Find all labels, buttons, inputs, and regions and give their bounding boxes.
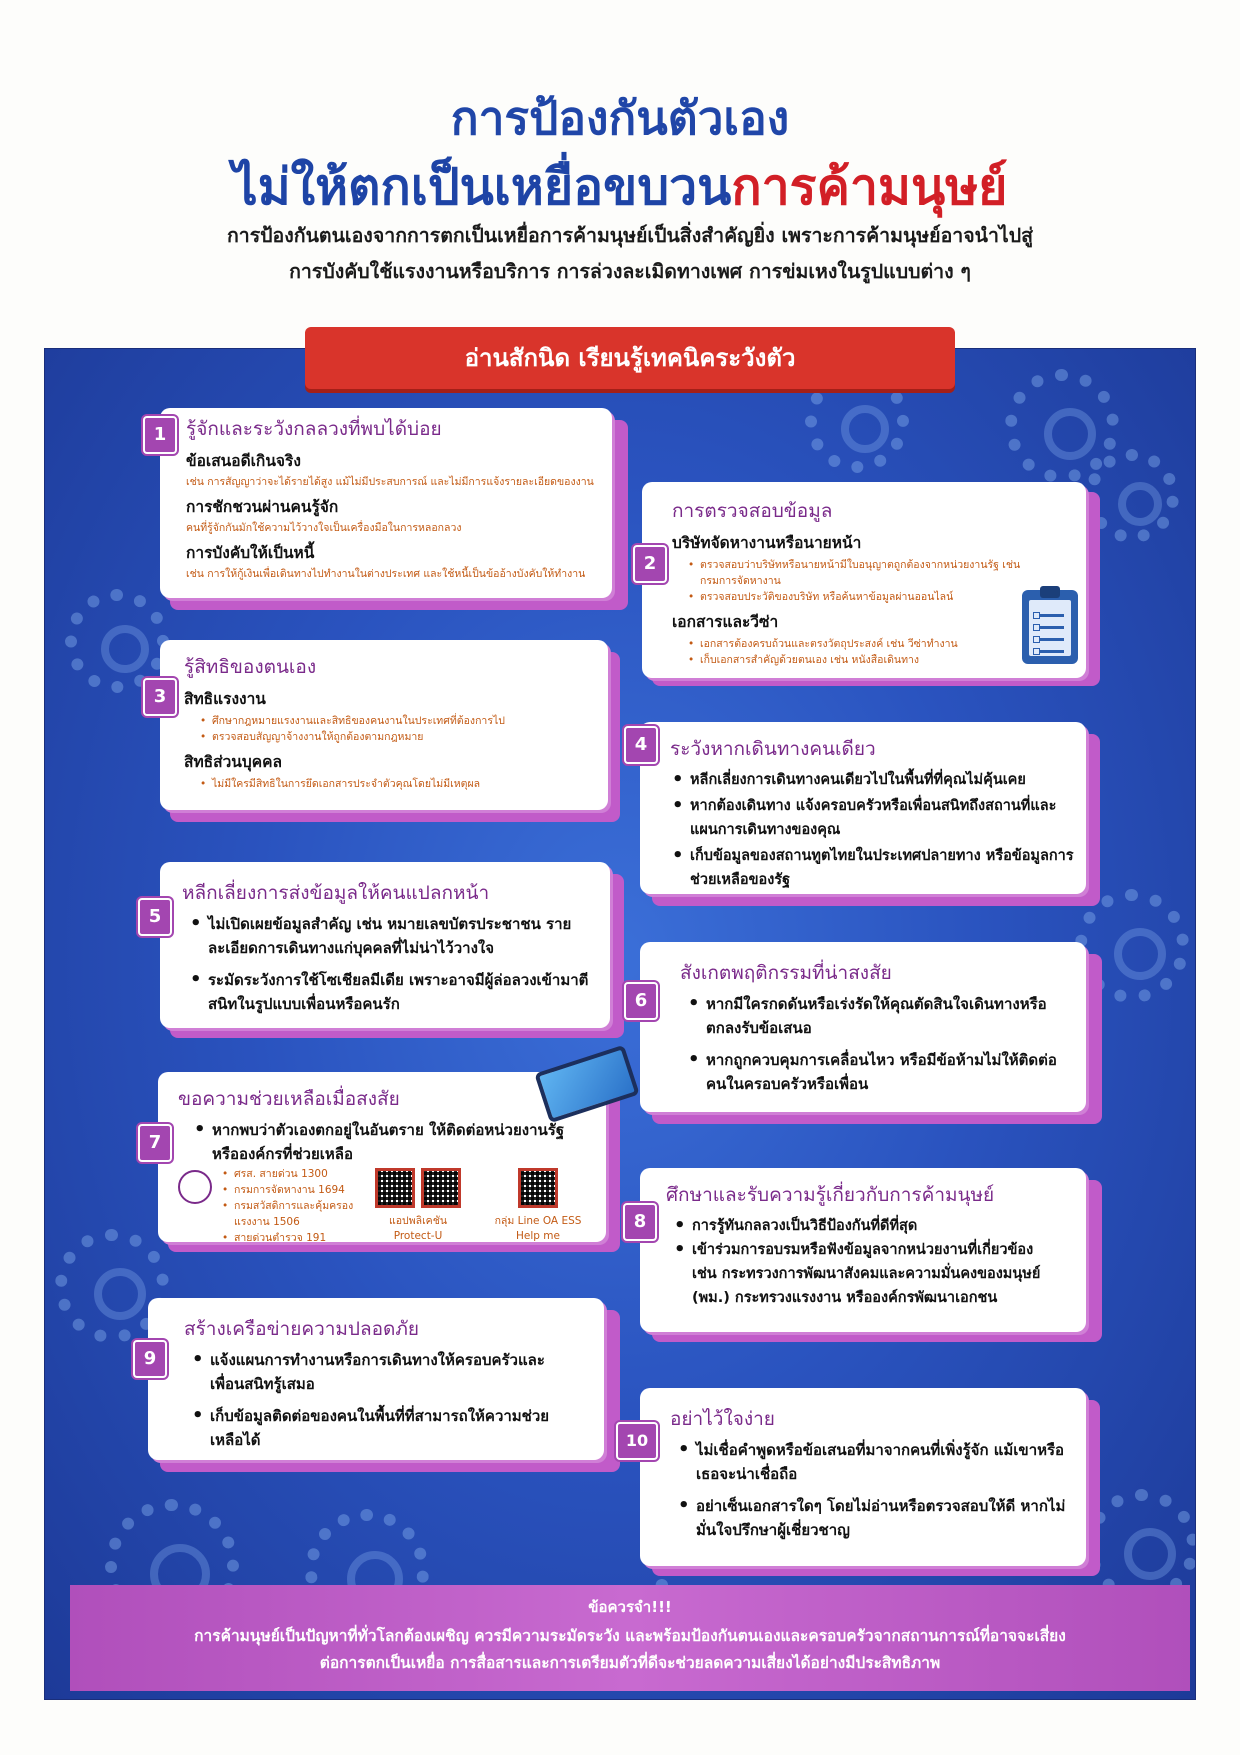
list-item: • เก็บเอกสารสำคัญด้วยตนเอง เช่น หนังสือเดินทาง bbox=[700, 652, 1040, 668]
section-banner: อ่านสักนิด เรียนรู้เทคนิคระวังตัว bbox=[305, 327, 955, 389]
card-6 bbox=[640, 942, 1086, 1112]
list-item: • แจ้งแผนการทำงานหรือการเดินทางให้ครอบครัวและเพื่อนสนิทรู้เสมอ bbox=[210, 1348, 570, 1396]
step-number-2: 2 bbox=[633, 545, 667, 583]
list-item: • หากพบว่าตัวเองตกอยู่ในอันตราย ให้ติดต่อหน่วยงานรัฐหรือองค์กรที่ช่วยเหลือ bbox=[212, 1118, 582, 1166]
card-title: รู้จักและระวังกลลวงที่พบได้บ่อย bbox=[186, 418, 442, 440]
clipboard-icon bbox=[1022, 590, 1078, 664]
card-1 bbox=[160, 408, 612, 598]
card-10 bbox=[640, 1388, 1086, 1566]
bullet-list bbox=[672, 636, 1040, 668]
hotline-block bbox=[178, 1164, 374, 1250]
step-number-6: 6 bbox=[624, 982, 658, 1020]
bullet-list bbox=[184, 713, 594, 745]
bullet-list bbox=[666, 1214, 1080, 1310]
card-8 bbox=[640, 1168, 1086, 1332]
list-item: • ไม่มีใครมีสิทธิในการยึดเอกสารประจำตัวคุณโดยไม่มีเหตุผล bbox=[212, 776, 594, 792]
card-7 bbox=[158, 1072, 606, 1242]
card-title: หลีกเลี่ยงการส่งข้อมูลให้คนแปลกหน้า bbox=[182, 882, 490, 904]
card-5 bbox=[160, 862, 610, 1028]
page-title-line1: การป้องกันตัวเอง bbox=[450, 91, 790, 145]
list-item: • เก็บข้อมูลของสถานทูตไทยในประเทศปลายทาง หรือข้อมูลการช่วยเหลือของรัฐ bbox=[690, 844, 1078, 892]
hotline-list bbox=[206, 1166, 374, 1246]
bullet-list bbox=[184, 1348, 590, 1452]
bullet-list bbox=[182, 912, 596, 1016]
line-block bbox=[488, 1168, 588, 1244]
reminder-footer bbox=[70, 1585, 1190, 1691]
detail-text: เช่น การสัญญาว่าจะได้รายได้สูง แม้ไม่มีประสบการณ์ และไม่มีการแจ้งรายละเอียดของงาน bbox=[186, 476, 594, 488]
subheading: บริษัทจัดหางานหรือนายหน้า bbox=[672, 534, 862, 552]
step-number-10: 10 bbox=[616, 1422, 658, 1460]
hotline-item: • กรมการจัดหางาน 1694 bbox=[234, 1182, 374, 1198]
subheading: สิทธิแรงงาน bbox=[184, 690, 266, 708]
hotline-item: • สายด่วนตำรวจ 191 bbox=[234, 1230, 374, 1246]
card-title: ระวังหากเดินทางคนเดียว bbox=[670, 738, 876, 760]
list-item: • เอกสารต้องครบถ้วนและตรงวัตถุประสงค์ เช่น วีซ่าทำงาน bbox=[700, 636, 1040, 652]
intro-paragraph bbox=[150, 218, 1110, 290]
list-item: • เก็บข้อมูลติดต่อของคนในพื้นที่ที่สามารถให้ความช่วยเหลือได้ bbox=[210, 1404, 570, 1452]
qr-code-icon[interactable] bbox=[518, 1168, 558, 1208]
line-label: กลุ่ม Line OA ESS Help me bbox=[494, 1215, 582, 1242]
intro-line-2: การบังคับใช้แรงงานหรือบริการ การล่วงละเมิดทางเพศ การข่มเหงในรูปแบบต่าง ๆ bbox=[289, 260, 971, 283]
bullet-list bbox=[184, 776, 594, 792]
subheading: ข้อเสนอดีเกินจริง bbox=[186, 452, 301, 470]
reminder-line-2: ต่อการตกเป็นเหยื่อ การสื่อสารและการเตรียมตัวที่ดีจะช่วยลดความเสี่ยงได้อย่างมีประสิทธิภาพ bbox=[319, 1654, 941, 1672]
detail-text: เช่น การให้กู้เงินเพื่อเดินทางไปทำงานในต่างประเทศ และใช้หนี้เป็นข้ออ้างบังคับให้ทำงาน bbox=[186, 568, 586, 580]
subheading: เอกสารและวีซ่า bbox=[672, 613, 779, 631]
card-title: ขอความช่วยเหลือเมื่อสงสัย bbox=[178, 1088, 400, 1110]
list-item: • ระมัดระวังการใช้โซเชียลมีเดีย เพราะอาจมีผู้ล่อลวงเข้ามาตีสนิทในรูปแบบเพื่อนหรือคนรัก bbox=[208, 968, 596, 1016]
list-item: • การรู้ทันกลลวงเป็นวิธีป้องกันที่ดีที่สุด bbox=[692, 1214, 1080, 1238]
reminder-heading: ข้อควรจำ!!! bbox=[588, 1598, 672, 1616]
hotline-item: • กรมสวัสดิการและคุ้มครองแรงงาน 1506 bbox=[234, 1198, 374, 1230]
intro-line-1: การป้องกันตนเองจากการตกเป็นเหยื่อการค้ามนุษย์เป็นสิ่งสำคัญยิ่ง เพราะการค้ามนุษย์อาจนำไปสู่ bbox=[226, 224, 1034, 247]
subheading: สิทธิส่วนบุคคล bbox=[184, 753, 282, 771]
list-item: • ศึกษากฎหมายแรงงานและสิทธิของคนงานในประเทศที่ต้องการไป bbox=[212, 713, 594, 729]
list-item: • ไม่เชื่อคำพูดหรือข้อเสนอที่มาจากคนที่เพิ่งรู้จัก แม้เขาหรือเธอจะน่าเชื่อถือ bbox=[696, 1438, 1066, 1486]
step-number-1: 1 bbox=[143, 416, 177, 454]
bullet-list bbox=[670, 1438, 1072, 1542]
card-2 bbox=[642, 482, 1086, 678]
subheading: การบังคับให้เป็นหนี้ bbox=[186, 544, 315, 562]
list-item: • หากต้องเดินทาง แจ้งครอบครัวหรือเพื่อนสนิทถึงสถานที่และแผนการเดินทางของคุณ bbox=[690, 794, 1078, 842]
bullet-list bbox=[178, 1118, 592, 1166]
list-item: • เข้าร่วมการอบรมหรือฟังข้อมูลจากหน่วยงานที่เกี่ยวข้อง เช่น กระทรวงการพัฒนาสังคมและความมั่นคงของมนุษย์ (พม.) กระทรวงแรงงาน หรือองค์กรพัฒนาเอกชน bbox=[692, 1238, 1042, 1310]
card-9 bbox=[148, 1298, 604, 1460]
step-number-7: 7 bbox=[138, 1124, 172, 1162]
list-item: • หลีกเลี่ยงการเดินทางคนเดียวไปในพื้นที่ที่คุณไม่คุ้นเคย bbox=[690, 768, 1078, 792]
title-part-red: การค้ามนุษย์ bbox=[731, 158, 1008, 216]
bullet-list bbox=[670, 768, 1078, 892]
step-number-5: 5 bbox=[138, 898, 172, 936]
card-title: การตรวจสอบข้อมูล bbox=[672, 500, 833, 522]
list-item: • ตรวจสอบประวัติของบริษัท หรือค้นหาข้อมูลผ่านออนไลน์ bbox=[700, 589, 1040, 605]
card-title: สังเกตพฤติกรรมที่น่าสงสัย bbox=[680, 962, 892, 984]
list-item: • ตรวจสอบสัญญาจ้างงานให้ถูกต้องตามกฎหมาย bbox=[212, 729, 594, 745]
page-title-line2 bbox=[0, 148, 1240, 227]
detail-text: คนที่รู้จักกันมักใช้ความไว้วางใจเป็นเครื่องมือในการหลอกลวง bbox=[186, 522, 462, 534]
list-item: • ตรวจสอบว่าบริษัทหรือนายหน้ามีใบอนุญาตถูกต้องจากหน่วยงานรัฐ เช่น กรมการจัดหางาน bbox=[700, 557, 1040, 589]
step-number-9: 9 bbox=[133, 1340, 167, 1378]
hotline-item: • ศรส. สายด่วน 1300 bbox=[234, 1166, 374, 1182]
list-item: • ไม่เปิดเผยข้อมูลสำคัญ เช่น หมายเลขบัตรประชาชน รายละเอียดการเดินทางแก่บุคคลที่ไม่น่าไว้วางใจ bbox=[208, 912, 596, 960]
reminder-line-1: การค้ามนุษย์เป็นปัญหาที่ทั่วโลกต้องเผชิญ ควรมีความระมัดระวัง และพร้อมป้องกันตนเองและครอบครัวจากสถานการณ์ที่อาจจะเสี่ยง bbox=[194, 1627, 1066, 1645]
reminder-text bbox=[70, 1623, 1190, 1677]
card-3 bbox=[160, 640, 608, 810]
app-label: แอปพลิเคชัน Protect-U bbox=[388, 1215, 447, 1242]
card-4 bbox=[640, 722, 1086, 894]
app-block bbox=[368, 1168, 468, 1244]
step-number-8: 8 bbox=[623, 1203, 657, 1241]
list-item: • อย่าเซ็นเอกสารใดๆ โดยไม่อ่านหรือตรวจสอบให้ดี หากไม่มั่นใจปรึกษาผู้เชี่ยวชาญ bbox=[696, 1494, 1066, 1542]
ministry-seal-icon bbox=[178, 1170, 212, 1204]
qr-code-icon[interactable] bbox=[421, 1168, 461, 1208]
card-title: สร้างเครือข่ายความปลอดภัย bbox=[184, 1318, 420, 1340]
title-part-blue: ไม่ให้ตกเป็นเหยื่อขบวน bbox=[232, 158, 732, 216]
bullet-list bbox=[680, 992, 1072, 1096]
list-item: • หากมีใครกดดันหรือเร่งรัดให้คุณตัดสินใจเดินทางหรือตกลงรับข้อเสนอ bbox=[706, 992, 1072, 1040]
subheading: การชักชวนผ่านคนรู้จัก bbox=[186, 498, 339, 516]
card-title: รู้สิทธิของตนเอง bbox=[184, 656, 317, 678]
bullet-list bbox=[672, 557, 1040, 605]
list-item: • หากถูกควบคุมการเคลื่อนไหว หรือมีข้อห้ามไม่ให้ติดต่อคนในครอบครัวหรือเพื่อน bbox=[706, 1048, 1072, 1096]
card-title: อย่าไว้ใจง่าย bbox=[670, 1408, 775, 1430]
card-title: ศึกษาและรับความรู้เกี่ยวกับการค้ามนุษย์ bbox=[666, 1184, 995, 1206]
qr-code-icon[interactable] bbox=[375, 1168, 415, 1208]
step-number-4: 4 bbox=[624, 726, 658, 764]
step-number-3: 3 bbox=[143, 678, 177, 716]
